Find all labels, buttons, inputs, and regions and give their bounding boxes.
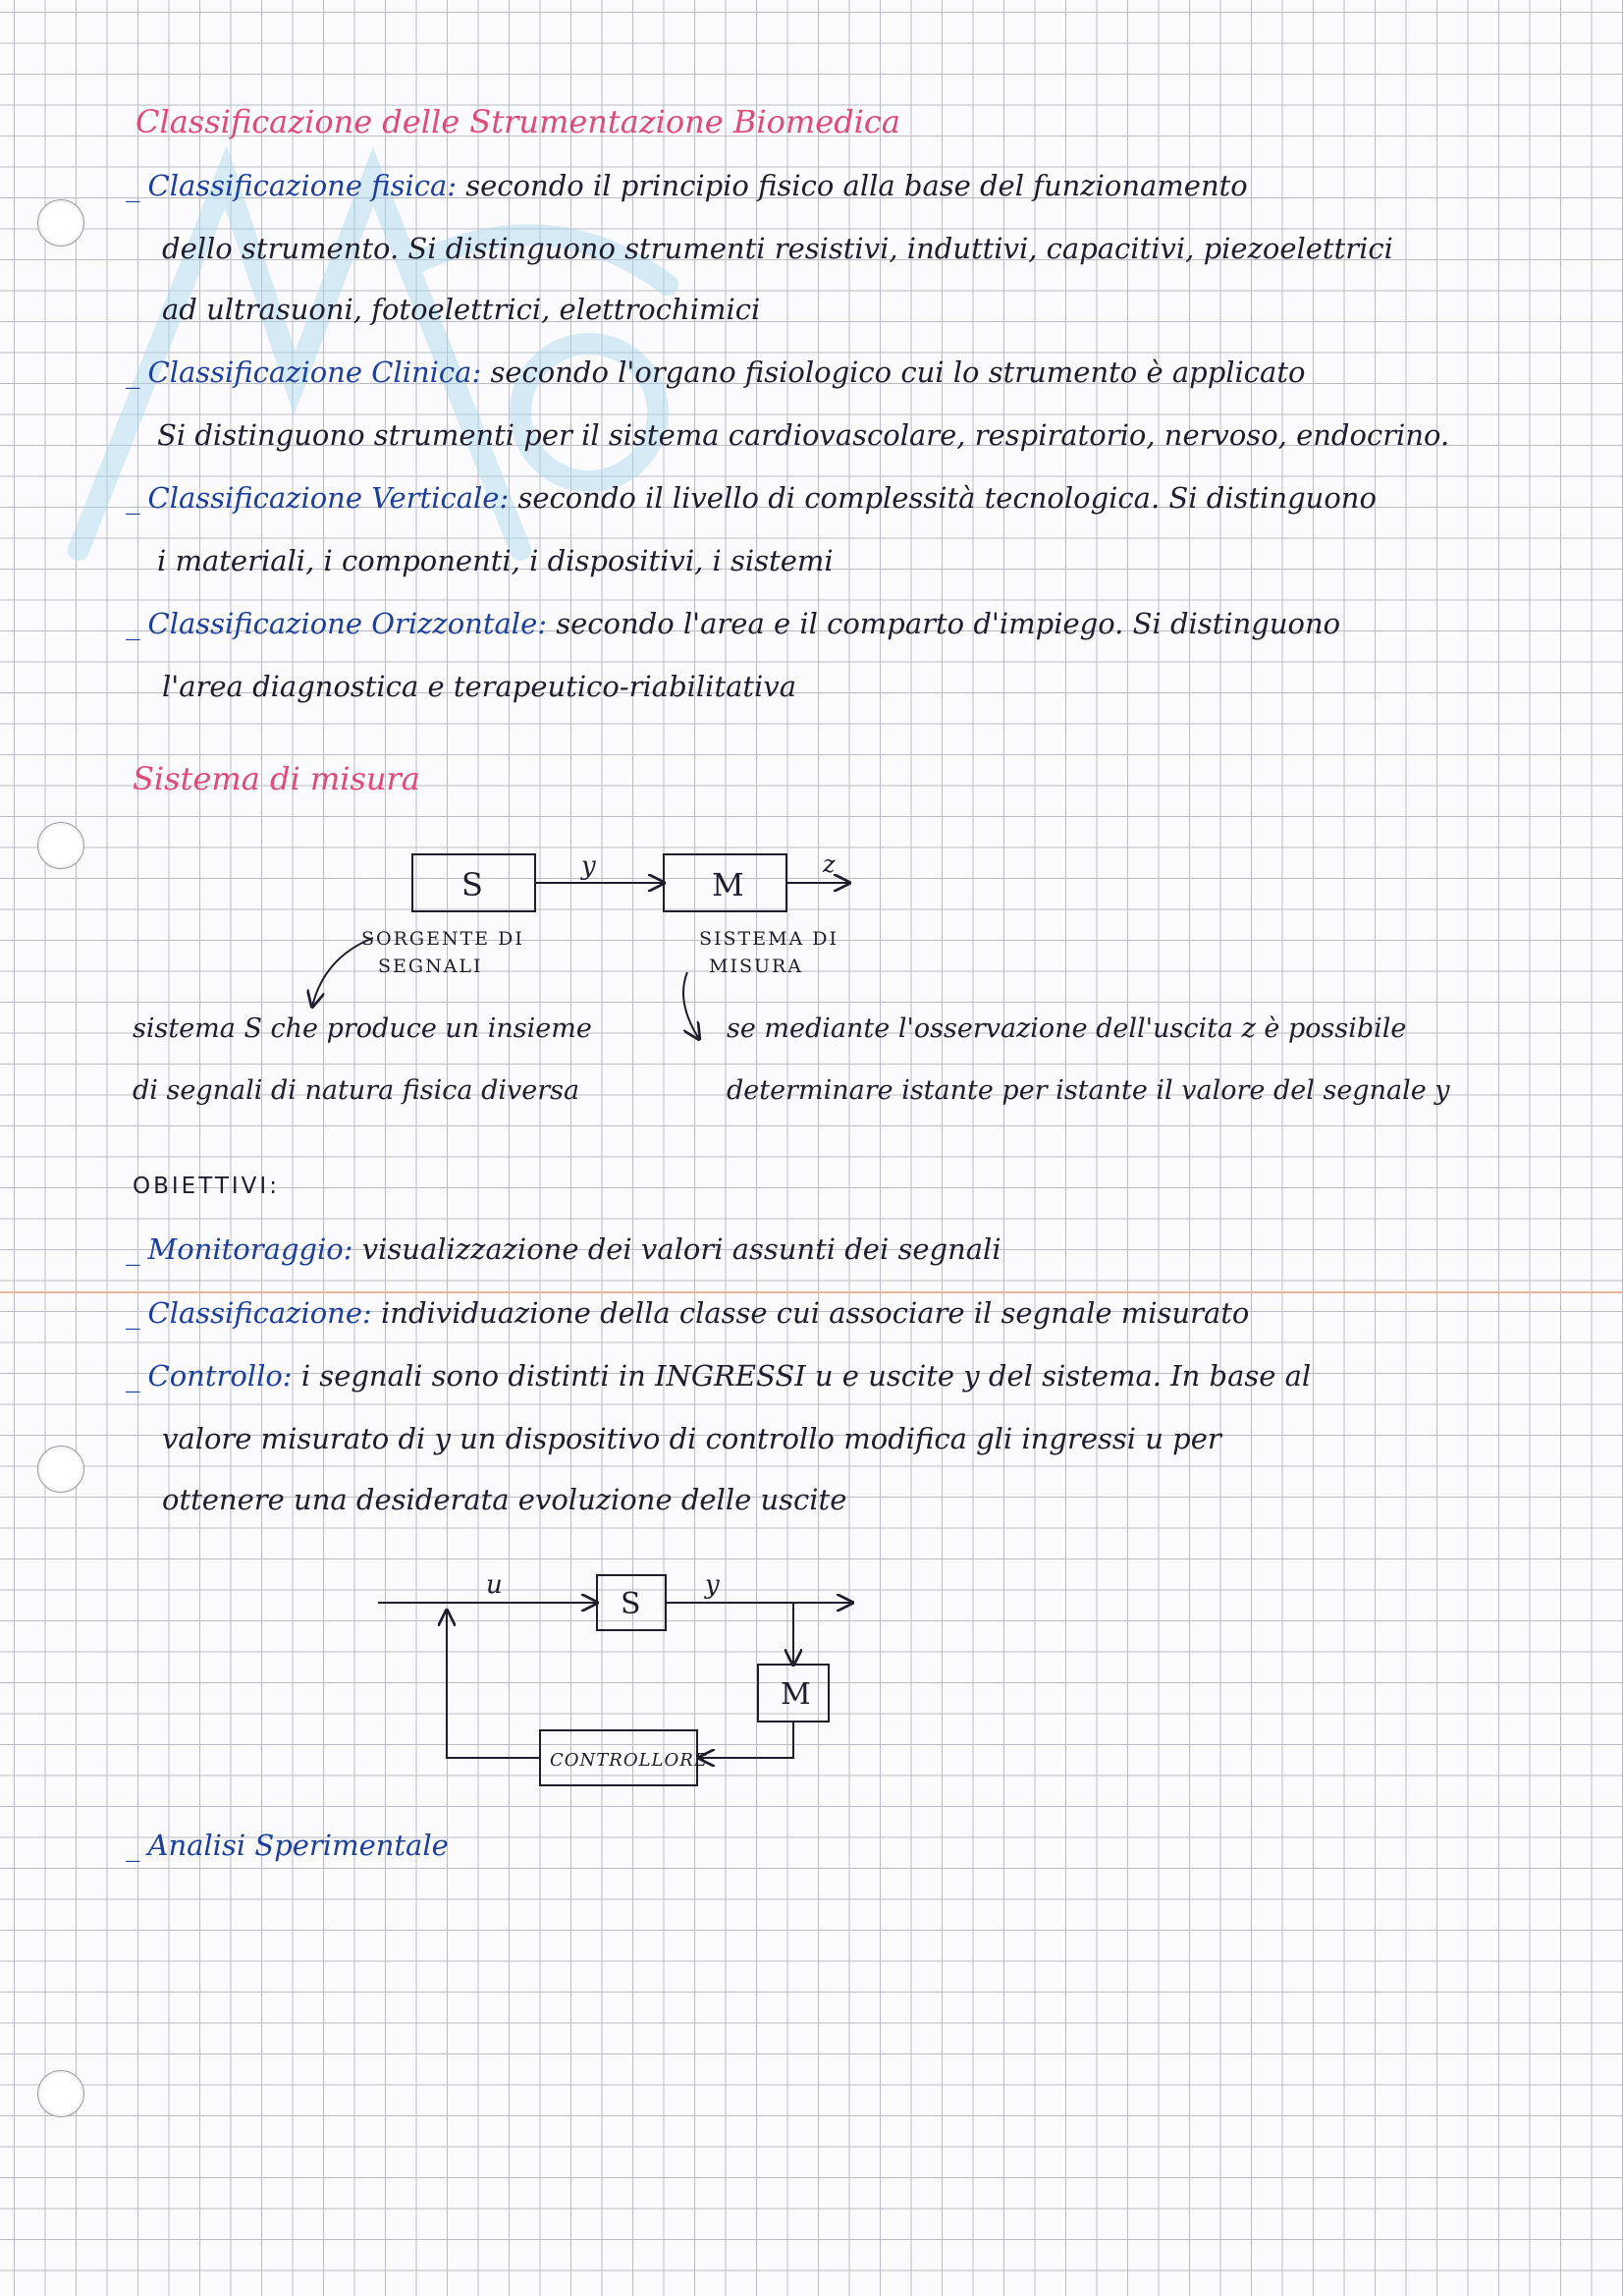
objective-analisi: [126, 1829, 449, 1862]
classification-text: dello strumento. Si distinguono strumenti resistivi, induttivi, capacitivi, piezoelettrici: [162, 232, 1393, 265]
classification-fisica: [126, 169, 1248, 202]
binder-hole: [37, 2070, 84, 2117]
objective-term: Monitoraggio:: [147, 1232, 353, 1266]
objective-text: valore misurato di y un dispositivo di controllo modifica gli ingressi u per: [162, 1422, 1221, 1455]
loop-s-label: S: [621, 1587, 641, 1621]
binder-hole: [37, 199, 84, 246]
binder-hole: [37, 822, 84, 869]
source-label-line2: SEGNALI: [378, 956, 483, 977]
controller-block: [540, 1730, 697, 1785]
control-diagram: [378, 1575, 852, 1785]
classification-orizzontale: [126, 607, 1340, 640]
loop-block-s: [597, 1575, 666, 1630]
system-label-line2: MISURA: [709, 956, 804, 977]
system-label-line1: SISTEMA DI: [699, 928, 839, 950]
bullet-dash: _: [126, 481, 140, 515]
margin-rule: [0, 1291, 1623, 1293]
binder-hole: [37, 1446, 84, 1493]
objective-text: i segnali sono distinti in INGRESSI u e uscite y del sistema. In base al: [300, 1359, 1312, 1393]
classification-term: Classificazione Orizzontale:: [147, 607, 547, 640]
block-s: [412, 854, 535, 911]
measurement-diagram: [312, 854, 849, 1039]
classification-clinica: [126, 355, 1305, 389]
classification-text: secondo l'organo fisiologico cui lo strumento è applicato: [490, 355, 1306, 389]
signal-y: y: [581, 851, 596, 881]
objective-monitoraggio: [126, 1232, 1001, 1266]
section-title: Sistema di misura: [133, 760, 420, 797]
classification-verticale: [126, 481, 1377, 515]
source-note-line2: di segnali di natura fisica diversa: [133, 1075, 580, 1106]
bullet-dash: _: [126, 1359, 140, 1393]
objective-text: individuazione della classe cui associare il segnale misurato: [381, 1296, 1250, 1330]
page-title: Classificazione delle Strumentazione Biomedica: [135, 103, 900, 140]
classification-text: secondo il livello di complessità tecnologica. Si distinguono: [517, 481, 1377, 515]
loop-block-m: [758, 1665, 829, 1722]
pointer-system: [683, 972, 699, 1039]
system-note-line2: determinare istante per istante il valore del segnale y: [727, 1075, 1450, 1106]
system-note-line1: se mediante l'osservazione dell'uscita z è possibile: [727, 1013, 1407, 1044]
block-s-label: S: [461, 866, 483, 903]
objective-term: Analisi Sperimentale: [147, 1829, 449, 1862]
objective-term: Classificazione:: [147, 1296, 372, 1330]
objectives-heading: OBIETTIVI:: [133, 1174, 280, 1199]
output-z: z: [823, 850, 836, 878]
pointer-source: [312, 938, 373, 1007]
feedback-arrow: [447, 1611, 540, 1758]
objective-term: Controllo:: [147, 1359, 293, 1393]
bullet-dash: _: [126, 1296, 140, 1330]
loop-m-label: M: [781, 1677, 811, 1712]
objective-classificazione: [126, 1296, 1249, 1330]
bullet-dash: _: [126, 607, 140, 640]
classification-text: secondo l'area e il comparto d'impiego. Si distinguono: [556, 607, 1341, 640]
classification-term: Classificazione Clinica:: [147, 355, 482, 389]
watermark-logo: [39, 88, 727, 599]
block-m-label: M: [712, 866, 744, 903]
classification-text: secondo il principio fisico alla base del funzionamento: [465, 169, 1248, 202]
classification-text: Si distinguono strumenti per il sistema cardiovascolare, respiratorio, nervoso, endocrino.: [157, 418, 1450, 452]
classification-text: l'area diagnostica e terapeutico-riabilitativa: [162, 670, 797, 703]
block-m: [664, 854, 786, 911]
source-label-line1: SORGENTE DI: [361, 928, 524, 950]
bullet-dash: _: [126, 1232, 140, 1266]
source-note-line1: sistema S che produce un insieme: [133, 1013, 592, 1044]
bullet-dash: _: [126, 1829, 140, 1862]
classification-text: i materiali, i componenti, i dispositivi, i sistemi: [157, 544, 834, 577]
controller-label: CONTROLLORE: [550, 1750, 708, 1771]
bullet-dash: _: [126, 355, 140, 389]
arrow-to-controller: [699, 1722, 793, 1758]
objective-text: visualizzazione dei valori assunti dei segnali: [361, 1232, 1001, 1266]
bullet-dash: _: [126, 169, 140, 202]
objective-text: ottenere una desiderata evoluzione delle uscite: [162, 1483, 847, 1516]
objective-controllo: [126, 1359, 1311, 1393]
classification-text: ad ultrasuoni, fotoelettrici, elettrochimici: [162, 293, 761, 326]
input-u: u: [486, 1570, 503, 1600]
output-y: y: [705, 1570, 720, 1600]
classification-term: Classificazione fisica:: [147, 169, 458, 202]
classification-term: Classificazione Verticale:: [147, 481, 510, 515]
